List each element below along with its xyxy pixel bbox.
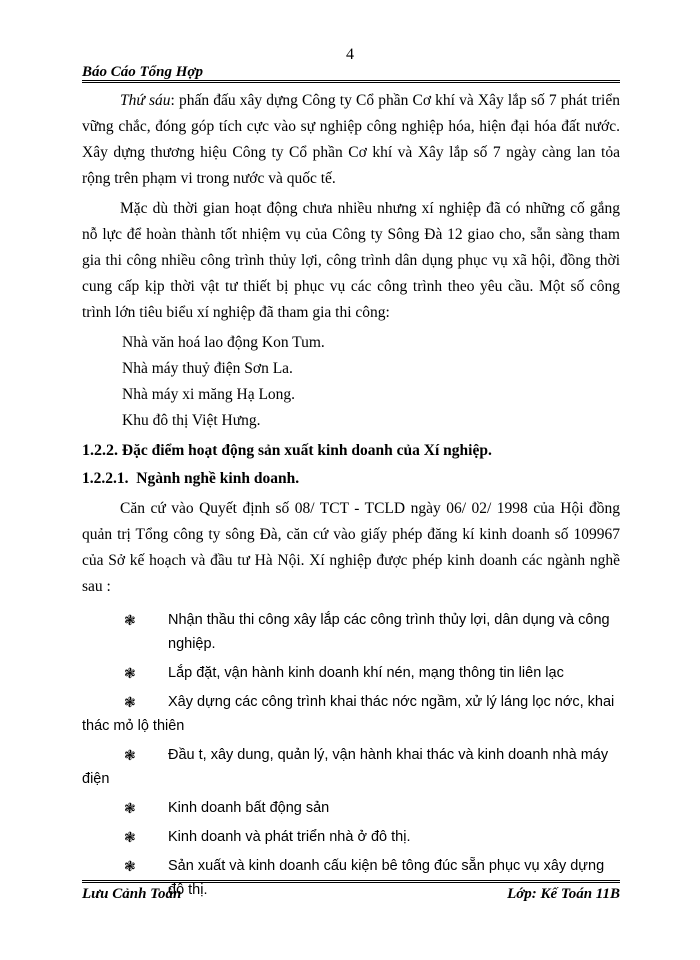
heading-text: Ngành nghề kinh doanh. bbox=[136, 470, 300, 487]
heading-number: 1.2.2.1. bbox=[82, 470, 129, 487]
project-item: Nhà máy xi măng Hạ Long. bbox=[122, 386, 296, 403]
business-line-text: Sản xuất và kinh doanh cấu kiện bê tông đúc sẵn phục vụ xây dựng đô thị. bbox=[168, 858, 605, 898]
bullet-star-icon: ❃ bbox=[124, 747, 136, 763]
business-line-text: Kinh doanh bất động sản bbox=[168, 800, 330, 816]
project-item: Nhà máy thuỷ điện Sơn La. bbox=[122, 360, 293, 377]
footer-divider bbox=[82, 880, 620, 885]
paragraph-text: : phấn đấu xây dựng Công ty Cổ phần Cơ khí và Xây lắp số 7 phát triển vững chắc, đóng góp tích cực vào sự nghiệp công nghiệp hóa, hiện đại hóa đất nước. Xây dựng thương hiệu Công ty Cổ phần Cơ khí và Xây lắp số 7 ngày càng lan tỏa rộng trên phạm vi trong nước và quốc tế. bbox=[82, 92, 620, 187]
footer-author: Lưu Cảnh Toàn bbox=[82, 886, 182, 902]
business-line-text: Lắp đặt, vận hành kinh doanh khí nén, mạng thông tin liên lạc bbox=[168, 665, 564, 681]
document-body bbox=[82, 88, 620, 907]
bullet-star-icon: ❃ bbox=[124, 858, 136, 874]
business-line-item bbox=[82, 743, 620, 791]
paragraph-lead: Thứ sáu bbox=[120, 92, 171, 109]
business-line-text: Xây dựng các công trình khai thác nớc ngầm, xử lý láng lọc nớc, khai thác mỏ lộ thiên bbox=[82, 694, 615, 734]
project-list bbox=[82, 330, 620, 434]
business-line-item bbox=[82, 796, 620, 820]
business-lines-list bbox=[82, 608, 620, 902]
bullet-star-icon: ❃ bbox=[124, 665, 136, 681]
heading-text: Đặc điểm hoạt động sản xuất kinh doanh của Xí nghiệp. bbox=[121, 442, 492, 459]
header-title: Báo Cáo Tổng Hợp bbox=[82, 64, 203, 80]
business-line-item bbox=[82, 825, 620, 849]
business-line-item bbox=[82, 690, 620, 738]
paragraph-history: Mặc dù thời gian hoạt động chưa nhiều nhưng xí nghiệp đã có những cố gắng nỗ lực để hoàn thành tốt nhiệm vụ của Công ty Sông Đà 12 giao cho, sẵn sàng tham gia thi công nhiều công trình thủy lợi, công trình dân dụng phục vụ xã hội, đồng thời cung cấp kịp thời vật tư thiết bị phục vụ các công trình theo yêu cầu. Một số công trình lớn tiêu biểu xí nghiệp đã tham gia thi công: bbox=[82, 200, 620, 321]
bullet-star-icon: ❃ bbox=[124, 694, 136, 710]
business-line-item bbox=[82, 608, 620, 656]
paragraph-legal-basis: Căn cứ vào Quyết định số 08/ TCT - TCLD ngày 06/ 02/ 1998 của Hội đồng quản trị Tổng công ty sông Đà, căn cứ vào giấy phép đăng kí kinh doanh số 109967 của Sở kế hoạch và đầu tư Hà Nội. Xí nghiệp được phép kinh doanh các ngành nghề sau : bbox=[82, 500, 620, 595]
section-heading-1-2-2 bbox=[82, 438, 620, 464]
bullet-star-icon: ❃ bbox=[124, 612, 136, 628]
business-line-text: Đầu t, xây dung, quản lý, vận hành khai thác và kinh doanh nhà máy điện bbox=[82, 747, 609, 787]
bullet-star-icon: ❃ bbox=[124, 800, 136, 816]
heading-number: 1.2.2. bbox=[82, 442, 118, 459]
project-item: Nhà văn hoá lao động Kon Tum. bbox=[122, 334, 325, 351]
business-line-text: Kinh doanh và phát triển nhà ở đô thị. bbox=[168, 829, 411, 845]
business-line-text: Nhận thầu thi công xây lắp các công trình thủy lợi, dân dụng và công nghiệp. bbox=[168, 612, 610, 652]
section-heading-1-2-2-1 bbox=[82, 466, 620, 492]
project-item: Khu đô thị Việt Hưng. bbox=[122, 412, 261, 429]
bullet-star-icon: ❃ bbox=[124, 829, 136, 845]
footer-class: Lớp: Kế Toán 11B bbox=[507, 886, 620, 902]
page-number: 4 bbox=[346, 46, 354, 63]
business-line-item bbox=[82, 661, 620, 685]
paragraph-goal-six bbox=[82, 88, 620, 192]
header-divider bbox=[82, 80, 620, 85]
